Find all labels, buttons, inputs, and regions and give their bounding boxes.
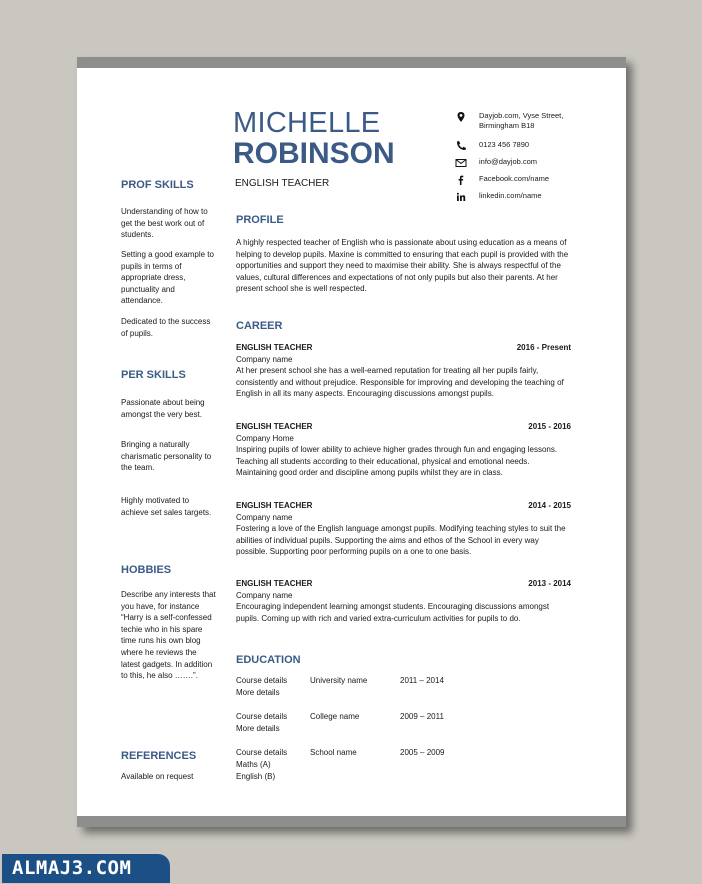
career-company: Company name [236,512,293,522]
career-dates: 2016 - Present [516,343,571,352]
name-last: ROBINSON [233,137,395,170]
job-title: ENGLISH TEACHER [235,178,330,189]
bottom-bar [77,816,626,827]
email-icon [455,157,467,169]
education-place: School name [310,748,357,757]
career-description: Fostering a love of the English language amongst pupils. Modifying teaching styles to suit the abilities of individual pupils. Supporting the aims and ethos of the School in every way possible. Supporting poor performing pupils on a one to one basis. [236,524,566,557]
contact-phone-text: 0123 456 7890 [479,140,530,149]
education-course [236,711,287,735]
references-text: Available on request [121,772,194,781]
contact-address-text: Dayjob.com, Vyse Street, Birmingham B18 [479,111,564,130]
career-description: At her present school she has a well-earned reputation for treating all her pupils fairly, consistently and without prejudice. Responsible for improving and developing the teaching of English in all its many aspects. Encouraging discussions amongst pupils. [236,366,564,399]
watermark-badge [2,854,170,883]
education-course-line: More details [236,724,280,733]
career-company: Company Home [236,433,294,443]
hobbies-text: Describe any interests that you have, for instance “Harry is a self-confessed techie who in his spare time runs his own blog where he reviews the latest gadgets. In addition to this, he also …….”. [121,590,216,681]
education-course-line: More details [236,688,280,697]
facebook-icon [455,174,467,186]
prof-skill-item: Dedicated to the success of pupils. [121,317,211,338]
career-dates: 2014 - 2015 [528,501,571,510]
contact-linkedin-text: linkedin.com/name [479,191,542,200]
career-description: Encouraging independent learning amongst students. Encouraging discussions amongst pupils. Coming up with rich and varied extra-curriculum activities for pupils to do. [236,602,550,623]
career-company: Company name [236,354,293,364]
per-skills-heading: PER SKILLS [121,369,186,381]
education-course-line: Course details [236,676,288,685]
contact-facebook-text: Facebook.com/name [479,174,550,183]
career-job-title: ENGLISH TEACHER [236,422,313,431]
profile-text: A highly respected teacher of English who is passionate about using education as a means of helping to develop pupils. Maxine is committed to ensuring that each pupil is provided with the opportunities and support they need to maximise their ability. She is always respectful of the values, cultural differences and expectations of not only pupils but also their parents. At her present school she is well respected. [236,238,569,294]
education-dates: 2009 – 2011 [400,712,444,721]
education-heading: EDUCATION [236,654,301,666]
top-bar [77,57,626,68]
contact-email-text: info@dayjob.com [479,157,538,166]
career-dates: 2015 - 2016 [528,422,571,431]
watermark-text: ALMAJ3.COM [12,857,132,879]
career-job-title: ENGLISH TEACHER [236,501,313,510]
career-company: Company name [236,590,293,600]
education-course [236,747,287,783]
education-course-line: Maths (A) [236,760,271,769]
education-course-line: Course details [236,712,288,721]
education-course [236,675,287,699]
career-entry [236,342,571,400]
career-job-title: ENGLISH TEACHER [236,579,313,588]
references-heading: REFERENCES [121,750,197,762]
education-course-line: English (B) [236,772,276,781]
career-dates: 2013 - 2014 [528,579,571,588]
career-job-title: ENGLISH TEACHER [236,343,313,352]
prof-skill-item: Setting a good example to pupils in terms of appropriate dress, punctuality and attendance. [121,250,214,306]
career-heading: CAREER [236,320,283,332]
hobbies-heading: HOBBIES [121,564,172,576]
per-skill-item: Highly motivated to achieve set sales targets. [121,496,212,517]
profile-heading: PROFILE [236,214,284,226]
name-first: MICHELLE [233,107,381,139]
prof-skills-heading: PROF SKILLS [121,179,194,191]
location-pin-icon [455,111,467,123]
education-dates: 2005 – 2009 [400,748,445,757]
linkedin-icon [455,191,467,203]
education-place: University name [310,676,368,685]
phone-icon [455,140,467,152]
resume-page [77,57,626,827]
career-entry [236,500,571,558]
career-entry [236,578,571,624]
per-skill-item: Bringing a naturally charismatic personality to the team. [121,440,212,473]
career-description: Inspiring pupils of lower ability to achieve higher grades through fun and engaging lessons. Teaching all students according to their educational, physical and emotional needs. Maintaining good order and discipline among pupils whilst they are in class. [236,445,558,478]
per-skill-item: Passionate about being amongst the very best. [121,398,205,419]
career-entry [236,421,571,479]
education-dates: 2011 – 2014 [400,676,444,685]
education-course-line: Course details [236,748,288,757]
education-place: College name [310,712,360,721]
prof-skill-item: Understanding of how to get the best work out of students. [121,207,208,240]
